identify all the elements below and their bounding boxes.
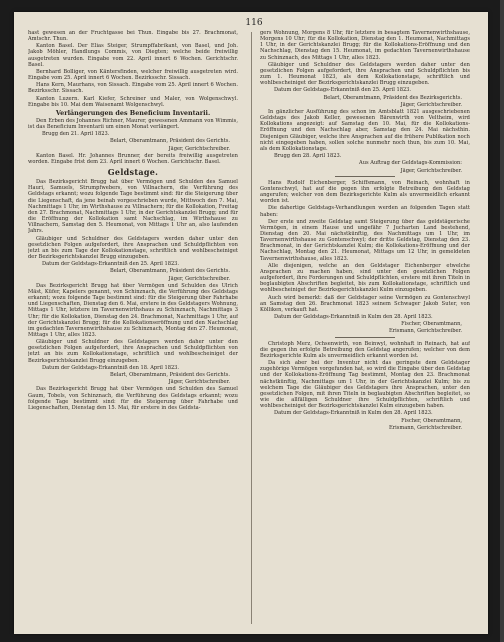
notice-eichenberger-remark: Auch wird bemerkt: daß der Geldstager seine Vermögen zu Gontenschwyl an Samstag den 26. Brachmonat 1823 seinem Schwager Jakob Suter, von Kölliken, verkauft hat. xyxy=(260,294,470,313)
notice-gaum-continued: gers Wohnung, Morgens 8 Uhr, für letztere in besagtem Tavernenwirthshause, Morgens 10 Uhr; für die Kollokation, Dienstag den 1. Heumonat, Nachmittags 1 Uhr, in der Gerichtskanzlei Brugg; für die Kollokations-Eröffnung und den Nachschlag, Dienstag den 15. Heumonat, im gedachten Tavernenwirthshause zu Schinznach, des Mittags 1 Uhr, alles 1823. xyxy=(260,30,470,61)
signature-clerk: Jäger, Gerichtschreiber. xyxy=(400,101,462,108)
section-heading-extensions: Verlängerungen des Beneficium Inventarii. xyxy=(55,108,211,117)
signature-commission: Aus Auftrag der Geldstags-Kommission: xyxy=(359,160,462,167)
notice-maest-creditors: Gläubiger und Schuldner des Geldstagers werden daher unter den gesetzlichen Folgen aufgefordert, ihre Ansprachen und Schuldpflichten von jetzt an bis zum Kollokationstage, schriftlich und wohlbescheiniget der Bezirksgerichtskanzlei Brugg einzugeben. xyxy=(28,339,238,364)
date-line: Datum der Geldstags-Erkanntniß den 25. April 1823. xyxy=(274,87,412,94)
separator-rule xyxy=(335,176,395,177)
signature-clerk: Jäger, Gerichtschreiber. xyxy=(168,275,230,282)
notice-richner: Den Erben des Johannes Richner, Maurer, gewesenen Ammann von Wimmis, ist das Beneficium Inventarii um einen Monat verlängert. xyxy=(28,117,238,131)
notice-kern: Hans Kern, Maurhans, von Sissach. Eingabe vom 25. April innert 6 Wochen. Bezirksschr. Sissach. xyxy=(28,82,238,95)
page-number: 116 xyxy=(245,18,263,28)
signature-president: Belart, Oberamtmann, Präsident des Gerichts. xyxy=(109,138,230,145)
notice-hauri-creditors: Gläubiger und Schuldner des Geldstagers werden daher unter den gesetzlichen Folgen aufgefordert, ihre Ansprachen und Schuldpflichten von jetzt an bis zum Tage der Kollokationstage, schriftlich und wohlbescheiniget der Bezirksgerichtskanzlei Brugg einzugeben. xyxy=(28,235,238,260)
notice-merz-inventory: Da sich aber bei der Inventur nicht das geringste dem Geldstager zugehörige Vermögen vorgefunden hat, so wird die Eingabe über den Geldstag und der Kollokations-Eröffnung Tag bestimmt, Montag den 23. Brachmonat nächstkünftig, Nachmittags um 1 Uhr, in der Gerichtskanzlei Kulm; bis zu welchem Tage die Gläubiger des Geldstagers ihre Ansprachen, unter den gesetzlichen Folgen, mit ihren Titeln in beglaubigten Abschriften begleitet, so wie die allfälligen Schuldner ihre Schuldpflichten, schriftlich und wohlbescheiniget der Bezirksgerichtskanzlei Kulm einzugeben haben. xyxy=(260,360,470,410)
section-heading-geldstage: Geldstage. xyxy=(107,167,159,178)
notice-maest: Das Bezirksgericht Brugg hat über Vermögen und Schulden des Ulrich Mäst, Küfer, Kapelers genannt, von Schinznach, die Verführung des Geldstags erkannt; wozu folgende Tage bestimmt sind: für die Steigerung über Fahrhabe und Liegenschaften, Dienstag den 6. Mai, erstere in des Geldstagers Wohnung, Mittags 1 Uhr, letztere im Tavernenwirthshaus zu Schinznach, Nachmittags 3 Uhr; für die Kollokation, Dienstag den 24. Brachmonat, Nachmittags 1 Uhr, auf der Gerichtskanzlei Brugg; für die Kollokationseröffnung und den Nachschlag im gedachten Tavernenwirthshause zu Schinznach, Montag den 27. Heumonat, Mittags 1 Uhr, alles 1823. xyxy=(28,282,238,338)
notice-basel-brunner: Kanton Basel. Hr. Johannes Brunner, der bereits freiwillig ausgetreten worden. Eingabe frist dem 23. April innert 6 Wochen. Gerichtschr. Basel. xyxy=(28,152,238,165)
notice-hauri: Das Bezirksgericht Brugg hat über Vermögen und Schulden des Samuel Hauri, Samuels, Strumpfwebers, von Villnachern, die Verführung des Geldstags erkannt; wozu folgende Tage bestimmt sind: für die Steigerung über die Liegenschaft, da jene beinah vorgeschrieben wurde, Mittwoch den 7. Mai, Nachmittags 1 Uhr, im Wirthshause zu Villnachern; für die Kollokation, Freitag den 27. Brachmonat, Nachmittags 1 Uhr, in der Gerichtskanzlei Brugg; und für die Eröffnung der Kollokation samt Nachschlag, im Wirthshause zu Villnachern, Samstag den 5. Heumonat, von Mittags 1 Uhr an, also laufenden Jahrs. xyxy=(28,179,238,235)
signature-clerk: Jäger, Gerichtschreiber. xyxy=(168,145,230,152)
notice-eichenberger-schedule: Der erste und zweite Geldstag samt Steigerung über das geldstägerische Vermögen, in einem Hause und ungefähr 7 Jucharten Land bestehend, Dienstag den 20. Mai nächstkünftig, des Nachmittags um 1 Uhr, im Tavernenwirthshause zu Gontenschwyl; der dritte Geldstag, Dienstag den 23. Brachmonat, in der Gerichtskanzlei Kulm; die Kollokations-Eröffnung und der Nachschlag, Montag den 21. Heumonat, Mittags um 12 Uhr, in gemeldeten Tavernenwirthshause, alles 1823. xyxy=(260,218,470,262)
date-line: Brugg den 21. April 1823. xyxy=(42,131,110,138)
signature-clerk: Erismann, Gerichtschreiber. xyxy=(389,328,462,335)
separator-rule xyxy=(335,337,395,338)
notice-eichenberger-days: Die dahertige Geldstags-Verhandlungen werden an folgenden Tagen statt haben: xyxy=(260,205,470,218)
date-line: Brugg den 28. April 1823. xyxy=(274,153,342,160)
date-line: Datum der Geldstags-Erkanntniß den 25. April 1823. xyxy=(42,261,180,268)
signature-clerk: Jäger, Gerichtschreiber. xyxy=(400,167,462,174)
date-line: Datum der Geldstags-Erkanntniß in Kulm den 28. April 1823. xyxy=(274,314,433,320)
signature-president: Belart, Oberamtmann, Präsident des Gerichts. xyxy=(109,268,230,275)
signature-oberamtmann: Fischer, Oberamtmann, xyxy=(401,321,462,328)
document-page xyxy=(14,12,488,634)
left-column xyxy=(28,30,238,626)
notice-basel-steiger: Kanton Basel. Der Elias Steiger, Strumpffabrikant, von Basel, und Joh. Jakob Möhler, Handlungs Commis, von Diegten; welche beide freiwillig ausgetreten wurden. Eingabe vom 22. April innert 6 Wochen. Gerichtschr. Basel. xyxy=(28,43,238,68)
notice-bolliger: Bernhard Bolliger, von Käntersfinden, welcher freiwillig ausgetreten wird. Eingabe vom 25. April innert 6 Wochen. Bezirksschr. Sissach. xyxy=(28,68,238,82)
scan-edge xyxy=(500,0,504,642)
notice-gaum-creditors: Gläubiger und Schuldner des Geldstagers werden daher unter den gesetzlichen Folgen aufgefordert, ihre Ansprachen und Schuldpflichten bis zum 1. Heumonat 1823, als dem Kollokationstage, schriftlich und wohlbescheiniget der Bezirksgerichtskanzlei Brugg einzugeben. xyxy=(260,61,470,87)
signature-clerk: Erismann, Gerichtschreiber. xyxy=(389,424,462,431)
signature-oberamtmann: Fischer, Oberamtmann, xyxy=(401,417,462,424)
intro-paragraph: hast gewesen an der Fruchtgasse bei Thun. Eingabe bis 27. Brachmonat, Amtschr. Thun. xyxy=(28,30,238,43)
notice-eichenberger: Hans Rudolf Eichenberger, Schiffsmann, von Reinach, wohnhaft in Gontenschwyl, hat auf die gegen ihn erfolgte Betreibung den Geldstag angerufen; welcher von dem Bezirksgerichte Kulm als unvermeidlich erkannt worden ist. xyxy=(260,179,470,205)
date-line: Datum der Geldstags-Erkanntniß in Kulm den 28. April 1823. xyxy=(274,410,433,417)
date-line: Datum der Geldstags-Erkanntniß den 18. April 1823. xyxy=(42,364,180,371)
signature-clerk: Jäger, Gerichtschreiber. xyxy=(168,379,230,386)
notice-eichenberger-creditors: Alle diejenigen, welche an den Geldstager Eichenberger etwelche Ansprachen zu machen haben, sind unter den gesetzlichen Folgen aufgefordert, ihre Forderungen und Schuldpflichten, erstere mit ihren Titeln in beglaubigten Abschriften begleitet, bis zum Kollokationstage, schriftlich und wohlbescheiniget der Bezirksgerichtskanzlei Kulm einzugeben. xyxy=(260,262,470,294)
signature-president: Belart, Oberamtmann, Präsident des Bezirksgerichts. xyxy=(323,94,462,101)
right-column xyxy=(260,30,470,626)
notice-merz: Christoph Merz, Ochsenwirth, von Beinwyl, wohnhaft in Reinach, hat auf die gegen ihn erfolgte Betreibung den Geldstag angerufen; welcher von dem Bezirksgerichte Kulm als unvermeidlich erkannt worden ist. xyxy=(260,340,470,359)
notice-luzern-kiefer: Kanton Luzern. Karl Kiefer, Schreiner und Maler, von Wolgenschwyl. Eingabe bis 10. Mai dem Waisenamt Wolgenschwyl. xyxy=(28,95,238,108)
notice-keller: In gänzlicher Ausführung des schon im Amtsblatt 1821 ausgeschriebenen Geldstags des Jakob Keller, gewesenen Bärenwirth von Veltheim, wird Kollokations angezeigt: auf Samstag den 10. Mai, für die Kollokations-Eröffnung und den Nachschlag aber, Samstag den 24. Mai nächsthin. Diejenigen Gläubiger, welche ihre Ansprachen auf die frühere Publikation noch nicht eingegeben haben, sollen solche nunmehr noch thun, bis zum 10. Mai, als dem Kollokationstage. xyxy=(260,109,470,152)
signature-president: Belart, Oberamtmann, Präsident des Gerichts. xyxy=(109,371,230,378)
notice-gaum: Das Bezirksgericht Brugg hat über Vermögen und Schulden des Samuel Gaum, Tobels, von Schinznach, die Verführung des Geldstags erkannt; wozu folgende Tage bestimmt sind: für die Steigerung über Fahrhabe und Liegenschaften, Dienstag den 15. Mai, für erstere in des Geldsta- xyxy=(28,386,238,411)
column-divider xyxy=(251,32,252,624)
